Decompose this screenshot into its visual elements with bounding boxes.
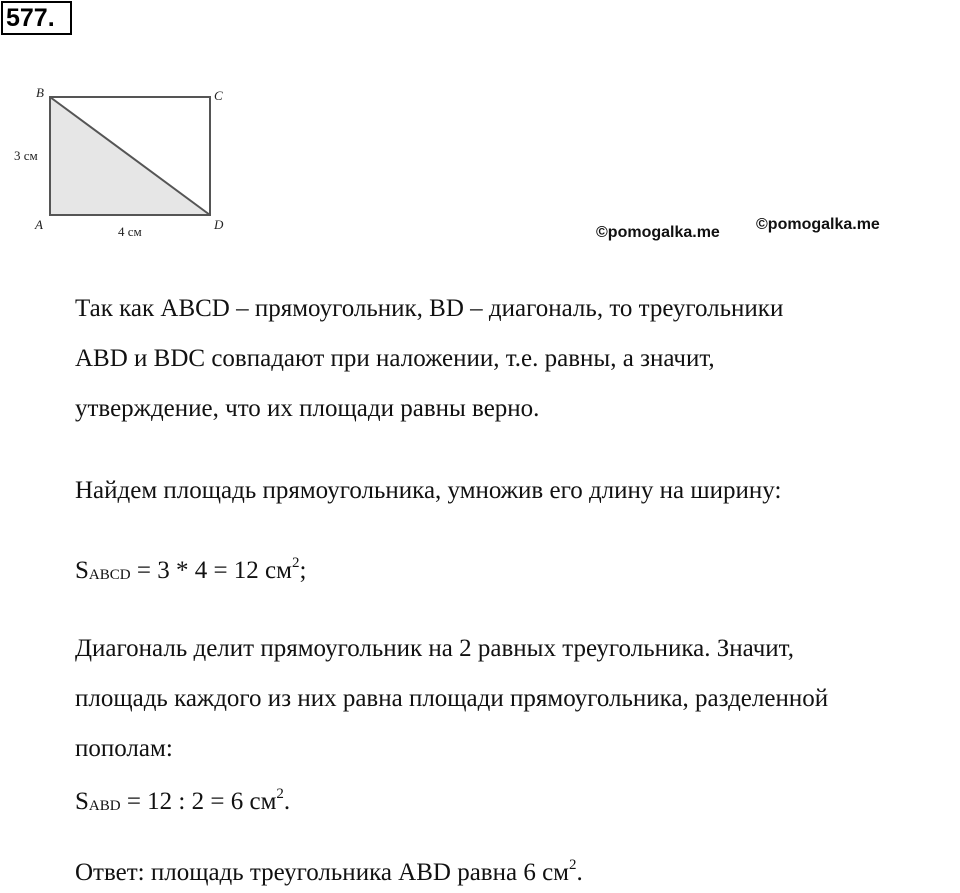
equation-symbol: S [75, 788, 89, 815]
task-number: 577. [1, 1, 72, 35]
paragraph-find-area: Найдем площадь прямоугольника, умножив его длину на ширину: [75, 477, 782, 504]
equation-body: = 12 : 2 = 6 см [120, 788, 277, 815]
answer-superscript: 2 [569, 857, 577, 873]
vertex-label-d: D [214, 217, 224, 232]
vertex-label-a: A [35, 217, 43, 232]
equation-subscript: ABD [88, 798, 121, 814]
text-line: Диагональ делит прямоугольник на 2 равных треугольника. Значит, [75, 635, 794, 662]
text-line: ABD и BDC совпадают при наложении, т.е. равны, а значит, [75, 345, 715, 372]
equation-area-abcd [75, 546, 306, 600]
vertex-label-c: C [214, 88, 223, 103]
equation-subscript: ABCD [88, 567, 131, 583]
text-line: пополам: [75, 735, 173, 762]
answer-tail: . [576, 859, 583, 886]
side-label-ad: 4 см [118, 224, 142, 239]
equation-tail: ; [299, 557, 307, 584]
equation-body: = 3 * 4 = 12 см [130, 557, 292, 584]
rectangle-figure [0, 0, 260, 250]
text-line: Так как ABCD – прямоугольник, BD – диагональ, то треугольники [75, 295, 784, 322]
text-line: площадь каждого из них равна площади прямоугольника, разделенной [75, 685, 829, 712]
vertex-label-b: B [36, 85, 44, 100]
answer-body: Ответ: площадь треугольника ABD равна 6 см [75, 859, 570, 886]
paragraph-diagonal-divides [75, 624, 828, 774]
paragraph-rectangle-diagonal [75, 284, 783, 434]
equation-area-abd [75, 777, 290, 831]
equation-symbol: S [75, 557, 89, 584]
watermark: ©pomogalka.me [756, 216, 880, 233]
side-label-ab: 3 см [14, 148, 38, 163]
text-line: утверждение, что их площади равны верно. [75, 395, 540, 422]
equation-tail: . [283, 788, 291, 815]
equation-superscript: 2 [291, 555, 300, 571]
watermark: ©pomogalka.me [596, 224, 720, 241]
equation-superscript: 2 [276, 786, 284, 802]
answer-line [75, 855, 583, 891]
